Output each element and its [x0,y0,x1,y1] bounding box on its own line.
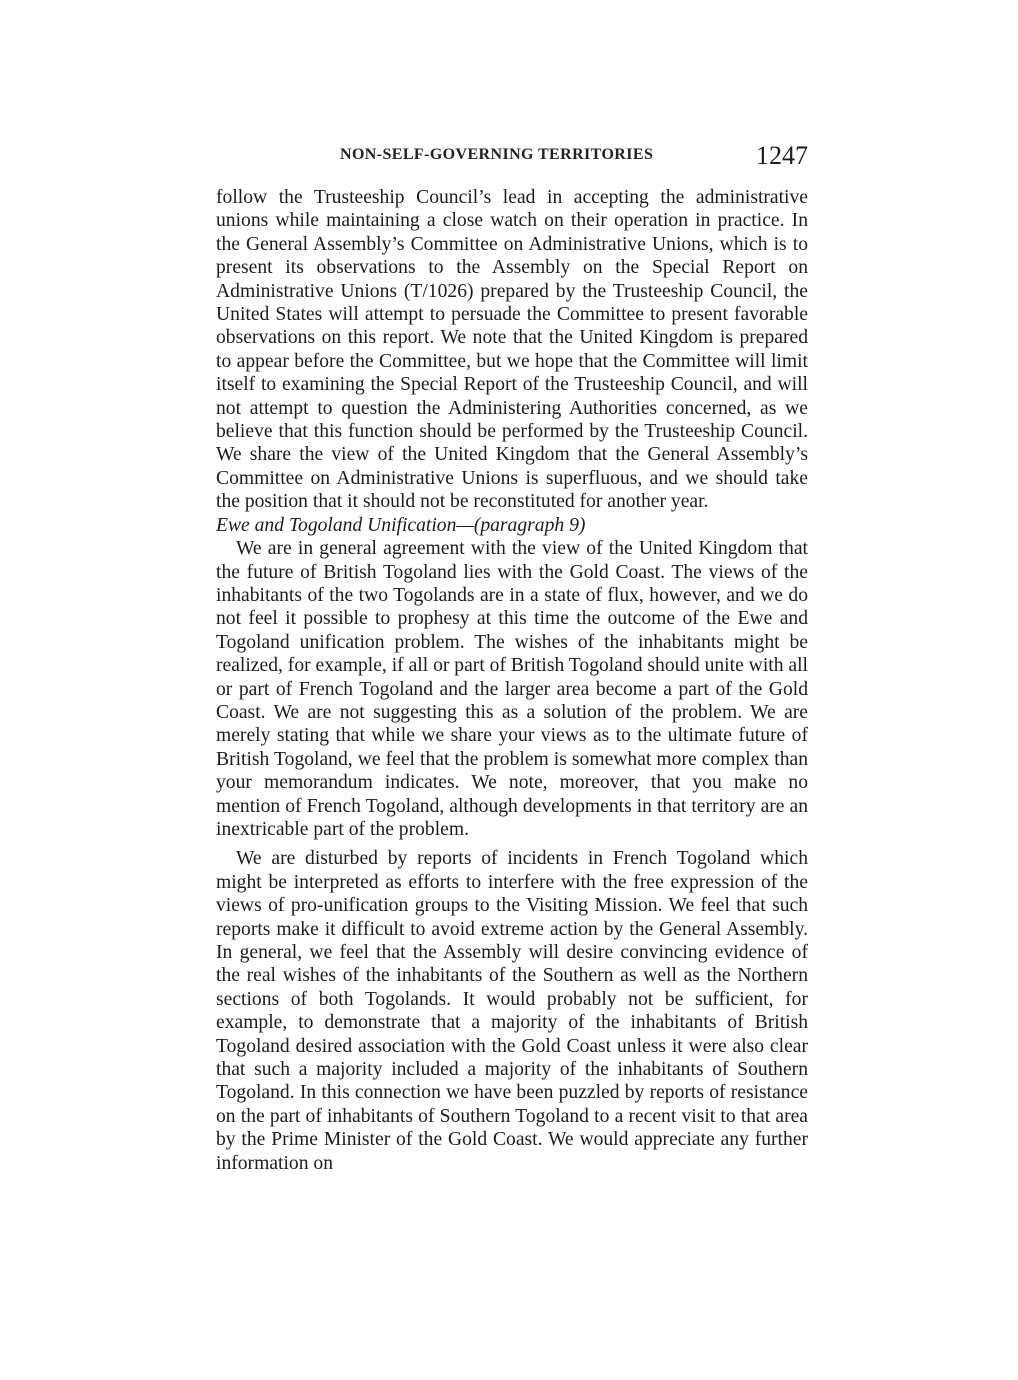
section-heading: Ewe and Togoland Unification—(paragraph 9) [216,514,586,536]
paragraph-2: We are in general agreement with the view of the United Kingdom that the future of British Togoland lies with the Gold Coast. The views of the inhabitants of the two Togolands are in a state of flux, however, and we do not feel it possible to prophesy at this time the outcome of the Ewe and Togoland unification problem. The wishes of the inhabitants might be realized, for example, if all or part of British Togoland should unite with all or part of French Togoland and the larger area become a part of the Gold Coast. We are not suggesting this as a solution of the problem. We are merely stating that while we share your views as to the ultimate future of British Togoland, we feel that the problem is somewhat more complex than your memorandum indicates. We note, moreover, that you make no mention of French Togoland, although developments in that territory are an inextricable part of the problem. [216,538,808,840]
paragraph-1: follow the Trusteeship Council’s lead in accepting the administrative unions while maintaining a close watch on their operation in practice. In the General Assembly’s Committee on Administrative Unions, which is to present its observations to the Assembly on the Special Report on Administrative Unions (T/1026) prepared by the Trusteeship Council, the United States will attempt to persuade the Committee to present favorable observations on this report. We note that the United Kingdom is prepared to appear before the Committee, but we hope that the Committee will limit itself to examining the Special Report of the Trusteeship Council, and will not attempt to question the Administering Authorities concerned, as we believe that this function should be performed by the Trusteeship Council. We share the view of the United Kingdom that the General Assembly’s Committee on Administrative Unions is superfluous, and we should take the position that it should not be reconstituted for another year. [216,187,808,513]
running-title: NON-SELF-GOVERNING TERRITORIES [340,146,654,163]
paragraph-3: We are disturbed by reports of incidents in French Togoland which might be interpreted as efforts to interfere with the free expression of the views of pro-unification groups to the Visiting Mission. We feel that such reports make it difficult to avoid extreme action by the General Assembly. In general, we feel that the Assembly will desire convincing evidence of the real wishes of the inhabitants of the Southern as well as the Northern sections of both Togolands. It would probably not be sufficient, for example, to demonstrate that a majority of the inhabitants of British Togoland desired association with the Gold Coast unless it were also clear that such a majority included a majority of the inhabitants of Southern Togoland. In this connection we have been puzzled by reports of resistance on the part of inhabitants of Southern Togoland to a recent visit to that area by the Prime Minister of the Gold Coast. We would appreciate any further information on [216,848,808,1174]
page-number: 1247 [756,141,808,170]
body-text [216,186,808,1175]
